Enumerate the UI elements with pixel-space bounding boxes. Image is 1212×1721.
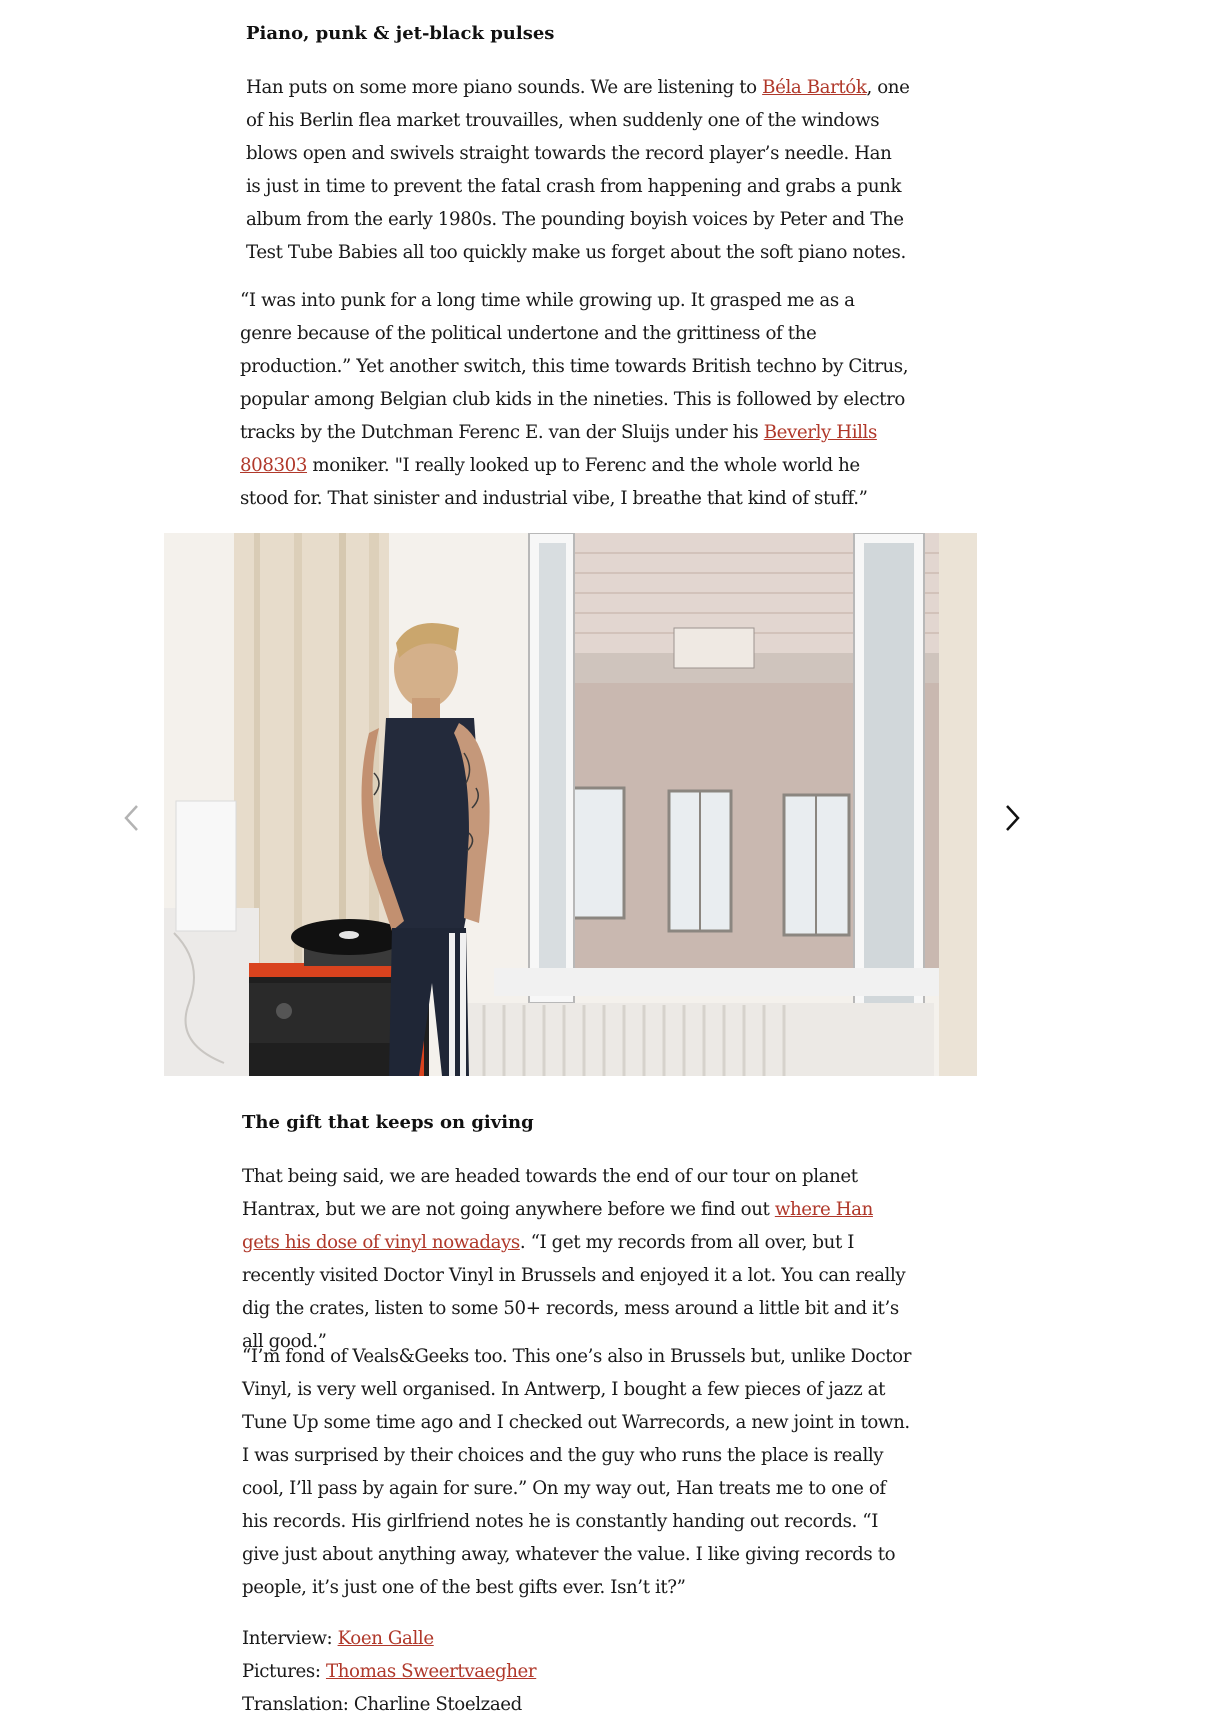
credit-translation — [242, 1688, 536, 1721]
photo-carousel — [164, 533, 977, 1076]
link-thomas-sweertvaegher[interactable]: Thomas Sweertvaegher — [325, 1661, 537, 1682]
chevron-left-icon — [121, 803, 145, 833]
credit-translator-name: Charline Stoelzaed — [353, 1694, 522, 1715]
link-where-han-gets-vinyl[interactable]: where Han gets his dose of vinyl nowadays — [242, 1199, 873, 1253]
credit-label: Translation: — [242, 1694, 354, 1715]
chevron-right-icon — [1000, 803, 1024, 833]
paragraph-veals-geeks: “I’m fond of Veals&Geeks too. This one’s also in Brussels but, unlike Doctor Vinyl, is very well organised. In Antwerp, I bought a few pieces of jazz at Tune Up some time ago and I checked out Warrecords, a new joint in town. I was surprised by their choices and the guy who runs the place is really cool, I’ll pass by again for sure.” On my way out, Han treats me to one of his records. His girlfriend notes he is constantly handing out records. “I give just about anything away, whatever the value. I like giving records to people, it’s just one of the best gifts ever. Isn’t it?” — [242, 1346, 912, 1598]
paragraph-text: moniker. "I really looked up to Ferenc and the whole world he stood for. That sinister and industrial vibe, I breathe that kind of stuff.” — [240, 455, 868, 509]
credit-interview — [242, 1622, 536, 1655]
paragraph-text: That being said, we are headed towards the end of our tour on planet Hantrax, but we are not going anywhere before we find out — [242, 1166, 858, 1220]
paragraph-piano — [246, 71, 911, 269]
credit-label: Pictures: — [242, 1661, 326, 1682]
carousel-photo — [164, 533, 977, 1076]
paragraph-text: , one of his Berlin flea market trouvailles, when suddenly one of the windows blows open and swivels straight towards the record player’s needle. Han is just in time to prevent the fatal crash from happening and grabs a punk album from the early 1980s. The pounding boyish voices by Peter and The Test Tube Babies all too quickly make us forget about the soft piano notes. — [246, 77, 910, 263]
link-koen-galle[interactable]: Koen Galle — [337, 1628, 434, 1649]
paragraph-punk — [240, 284, 910, 515]
link-bela-bartok[interactable]: Béla Bartók — [762, 77, 867, 98]
paragraph-text: “I was into punk for a long time while growing up. It grasped me as a genre because of the political undertone and the grittiness of the production.” Yet another switch, this time towards British techno by Citrus, popular among Belgian club kids in the nineties. This is followed by electro tracks by the Dutchman Ferenc E. van der Sluijs under his — [240, 290, 909, 443]
paragraph-text: Han puts on some more piano sounds. We are listening to — [246, 77, 763, 98]
paragraph-vinyl-sources — [242, 1160, 914, 1358]
carousel-next-button[interactable] — [1000, 803, 1024, 833]
paragraph-text: . “I get my records from all over, but I recently visited Doctor Vinyl in Brussels and enjoyed it a lot. You can really dig the crates, listen to some 50+ records, mess around a little bit and it’s all good.” — [242, 1232, 906, 1352]
carousel-prev-button[interactable] — [121, 803, 145, 833]
credit-label: Interview: — [242, 1628, 338, 1649]
credit-pictures — [242, 1655, 536, 1688]
section-heading-gift: The gift that keeps on giving — [242, 1112, 534, 1133]
link-beverly-hills-808303[interactable]: Beverly Hills 808303 — [240, 422, 877, 476]
article-credits — [242, 1622, 536, 1721]
section-heading-piano-punk: Piano, punk & jet-black pulses — [246, 23, 555, 44]
